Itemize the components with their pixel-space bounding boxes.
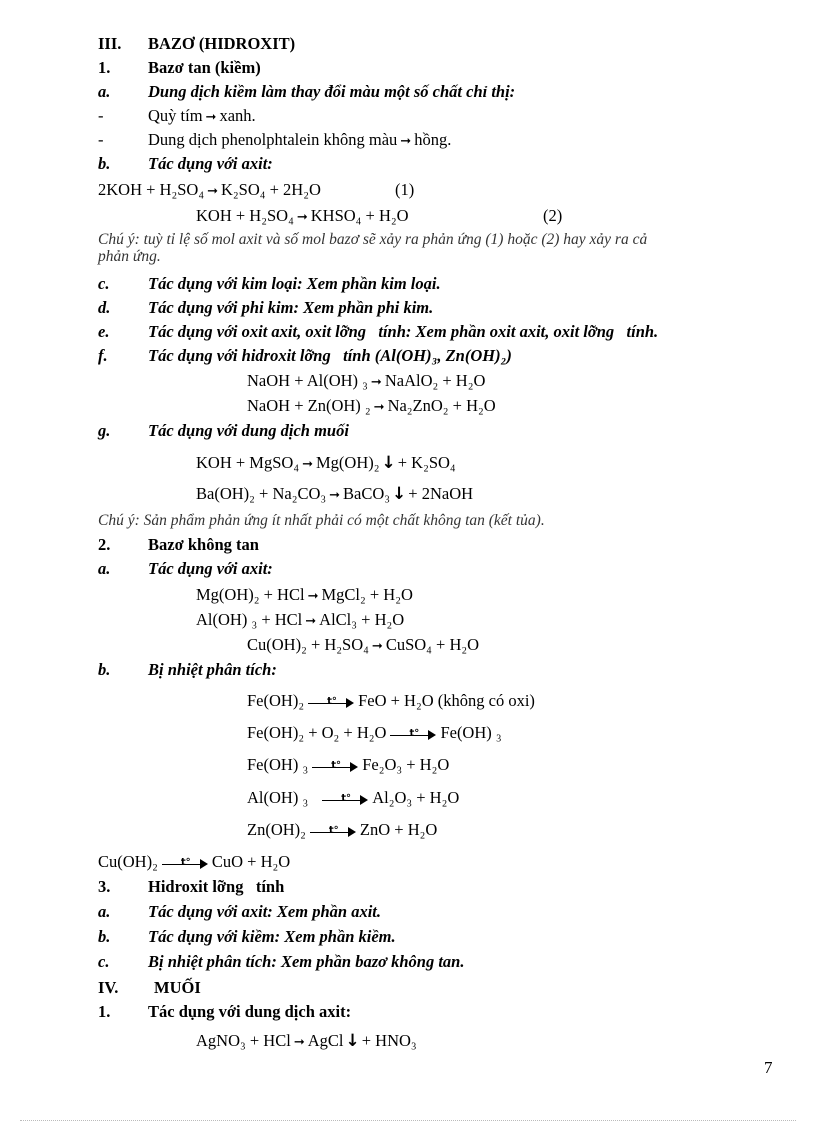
equation-products: NaAlO₂ + H₂O <box>384 371 486 390</box>
arrow-icon: ➞ <box>373 400 385 415</box>
equation-reactants: Mg(OH)₂ + HCl <box>196 585 305 604</box>
equation-products: Fe(OH) ₃ <box>440 723 502 742</box>
equation <box>247 820 437 840</box>
item-letter: b. <box>98 154 111 173</box>
arrow-icon: ➞ <box>329 488 341 503</box>
item-title: Bị nhiệt phân tích: Xem phần bazơ không tan. <box>148 952 465 971</box>
bullet-result: hồng. <box>414 130 452 149</box>
subsection-number: 2. <box>98 535 111 554</box>
subsection-number: 1. <box>98 1002 111 1021</box>
equation <box>196 1031 417 1053</box>
item-letter: d. <box>98 298 111 317</box>
item-title: Tác dụng với kiềm: Xem phần kiềm. <box>148 927 396 946</box>
footer-divider <box>20 1120 796 1121</box>
equation <box>196 206 563 228</box>
subsection-number: 1. <box>98 58 111 77</box>
equation <box>196 585 413 607</box>
equation-reactants: Al(OH) ₃ + HCl <box>196 610 303 629</box>
equation-reactants: Fe(OH) ₃ <box>247 755 309 774</box>
subsection-title: Tác dụng với dung dịch axit: <box>148 1002 352 1021</box>
item-letter: a. <box>98 559 111 578</box>
equation-precipitate: Mg(OH)₂ <box>315 453 380 472</box>
bullet-dash: - <box>98 130 104 149</box>
note <box>98 511 545 531</box>
equation-tag: (2) <box>543 206 563 225</box>
equation-products: ZnO + H₂O <box>359 820 438 839</box>
equation-reactants: Cu(OH)₂ <box>98 852 158 871</box>
heat-arrow-icon: t° <box>322 792 368 806</box>
subsection-heading <box>98 535 259 555</box>
equation-reactants: Al(OH) ₃ <box>247 788 309 807</box>
equation-products: Na₂ZnO₂ + H₂O <box>387 396 496 415</box>
item-title: Tác dụng với axit: <box>148 154 273 173</box>
item-title: Tác dụng với oxit axit, oxit lỡng tính: Xem phần oxit axit, oxit lỡng tính. <box>148 322 659 341</box>
equation-products: CuO + H₂O <box>211 852 291 871</box>
note-line: Chú ý: tuỳ tỉ lệ số mol axit và số mol bazơ sẽ xảy ra phản ứng (1) hoặc (2) hay xảy ra cả <box>98 231 648 248</box>
item-letter: e. <box>98 322 110 341</box>
bullet-dash: - <box>98 106 104 125</box>
subsection-title: Bazơ không tan <box>148 535 259 554</box>
item-heading <box>98 274 441 294</box>
item-heading <box>98 952 464 972</box>
arrow-icon: ➞ <box>305 614 317 629</box>
subsection-heading <box>98 1002 351 1022</box>
bullet-line <box>98 106 256 128</box>
section-heading <box>98 34 295 54</box>
equation-reactants: Fe(OH)₂ + O₂ + H₂O <box>247 723 387 742</box>
subsection-number: 3. <box>98 877 111 896</box>
equation-precipitate: AgCl <box>307 1031 344 1050</box>
section-heading <box>98 978 201 998</box>
heat-arrow-icon: t° <box>310 824 356 838</box>
equation-products: AlCl₃ + H₂O <box>319 610 405 629</box>
section-title: BAZƠ (HIDROXIT) <box>148 34 296 53</box>
arrow-icon: ➞ <box>302 457 313 472</box>
bullet-text: Quỳ tím <box>148 106 203 125</box>
equation <box>247 371 485 393</box>
subsection-title: Hidroxit lỡng tính <box>148 877 285 896</box>
item-heading <box>98 82 515 102</box>
heat-arrow-icon: t° <box>308 695 354 709</box>
item-title: Tác dụng với dung dịch muối <box>148 421 349 440</box>
equation-reactants: AgNO₃ + HCl <box>196 1031 291 1050</box>
item-letter: a. <box>98 82 111 101</box>
bullet-line <box>98 130 451 152</box>
bullet-result: xanh. <box>219 106 256 125</box>
equation <box>247 755 449 775</box>
heat-arrow-icon: t° <box>312 759 358 773</box>
item-title: Dung dịch kiềm làm thay đổi màu một số chất chỉ thị: <box>148 82 516 101</box>
equation-precipitate: BaCO₃ <box>343 484 391 503</box>
equation <box>247 788 459 808</box>
equation-products: + HNO₃ <box>361 1031 417 1050</box>
precipitate-arrow-icon: ↓ <box>392 484 407 504</box>
equation <box>98 852 290 872</box>
equation-reactants: Zn(OH)₂ <box>247 820 306 839</box>
item-letter: b. <box>98 660 111 679</box>
equation-products: + 2NaOH <box>408 484 474 503</box>
equation-tag: (1) <box>395 180 415 199</box>
equation-products: Fe₂O₃ + H₂O <box>362 755 450 774</box>
arrow-icon: ➞ <box>205 110 217 125</box>
equation <box>98 180 415 202</box>
equation-reactants: KOH + H₂SO₄ <box>196 206 294 225</box>
equation <box>196 610 404 632</box>
item-title: Tác dụng với axit: Xem phần axit. <box>148 902 381 921</box>
equation <box>247 396 496 418</box>
equation-reactants: NaOH + Zn(OH) ₂ <box>247 396 371 415</box>
section-title: MUỐI <box>154 978 201 997</box>
section-number: III. <box>98 34 122 53</box>
item-heading <box>98 421 349 441</box>
equation-products: K₂SO₄ + 2H₂O <box>220 180 321 199</box>
item-heading <box>98 154 273 174</box>
equation-products: KHSO₄ + H₂O <box>310 206 409 225</box>
item-heading <box>98 559 273 579</box>
item-title: Tác dụng với hidroxit lỡng tính (Al(OH)₃, Zn(OH)₂) <box>148 346 512 365</box>
item-heading <box>98 298 433 318</box>
item-heading <box>98 322 658 342</box>
item-letter: f. <box>98 346 108 365</box>
equation-reactants: NaOH + Al(OH) ₃ <box>247 371 368 390</box>
heat-arrow-icon: t° <box>390 727 436 741</box>
equation-products: + K₂SO₄ <box>397 453 456 472</box>
arrow-icon: ➞ <box>371 639 383 654</box>
page-number: 7 <box>764 1058 773 1077</box>
item-title: Tác dụng với kim loại: Xem phần kim loại. <box>148 274 441 293</box>
arrow-icon: ➞ <box>296 210 308 225</box>
equation <box>247 691 535 711</box>
item-title: Tác dụng với axit: <box>148 559 273 578</box>
arrow-icon: ➞ <box>207 184 218 199</box>
equation-reactants: Cu(OH)₂ + H₂SO₄ <box>247 635 369 654</box>
item-title: Bị nhiệt phân tích: <box>148 660 277 679</box>
equation <box>247 723 502 743</box>
note-line: phản ứng. <box>98 248 161 265</box>
equation-reactants: Ba(OH)₂ + Na₂CO₃ <box>196 484 327 503</box>
precipitate-arrow-icon: ↓ <box>381 453 396 473</box>
heat-arrow-icon: t° <box>162 856 208 870</box>
equation <box>247 635 479 657</box>
equation-products: CuSO₄ + H₂O <box>385 635 480 654</box>
equation <box>196 484 473 506</box>
equation-products: MgCl₂ + H₂O <box>321 585 413 604</box>
equation-reactants: Fe(OH)₂ <box>247 691 305 710</box>
item-letter: b. <box>98 927 111 946</box>
equation-products: Al₂O₃ + H₂O <box>372 788 460 807</box>
item-heading <box>98 660 277 680</box>
arrow-icon: ➞ <box>400 134 412 149</box>
item-heading <box>98 927 396 947</box>
item-heading <box>98 902 381 922</box>
item-letter: c. <box>98 952 110 971</box>
item-letter: a. <box>98 902 111 921</box>
equation-reactants: KOH + MgSO₄ <box>196 453 300 472</box>
item-letter: g. <box>98 421 111 440</box>
subsection-heading <box>98 877 284 897</box>
precipitate-arrow-icon: ↓ <box>345 1031 360 1051</box>
equation-products: FeO + H₂O (không có oxi) <box>358 691 535 710</box>
note <box>98 231 647 265</box>
subsection-title: Bazơ tan (kiềm) <box>148 58 261 77</box>
arrow-icon: ➞ <box>307 589 319 604</box>
equation <box>196 453 456 475</box>
item-title: Tác dụng với phi kim: Xem phần phi kim. <box>148 298 434 317</box>
subsection-heading <box>98 58 261 78</box>
section-number: IV. <box>98 978 119 997</box>
bullet-text: Dung dịch phenolphtalein không màu <box>148 130 398 149</box>
item-letter: c. <box>98 274 110 293</box>
equation-reactants: 2KOH + H₂SO₄ <box>98 180 205 199</box>
note-line: Chú ý: Sản phẩm phản ứng ít nhất phải có một chất không tan (kết tủa). <box>98 512 545 529</box>
item-heading <box>98 346 512 366</box>
arrow-icon: ➞ <box>293 1035 305 1050</box>
arrow-icon: ➞ <box>370 375 382 390</box>
